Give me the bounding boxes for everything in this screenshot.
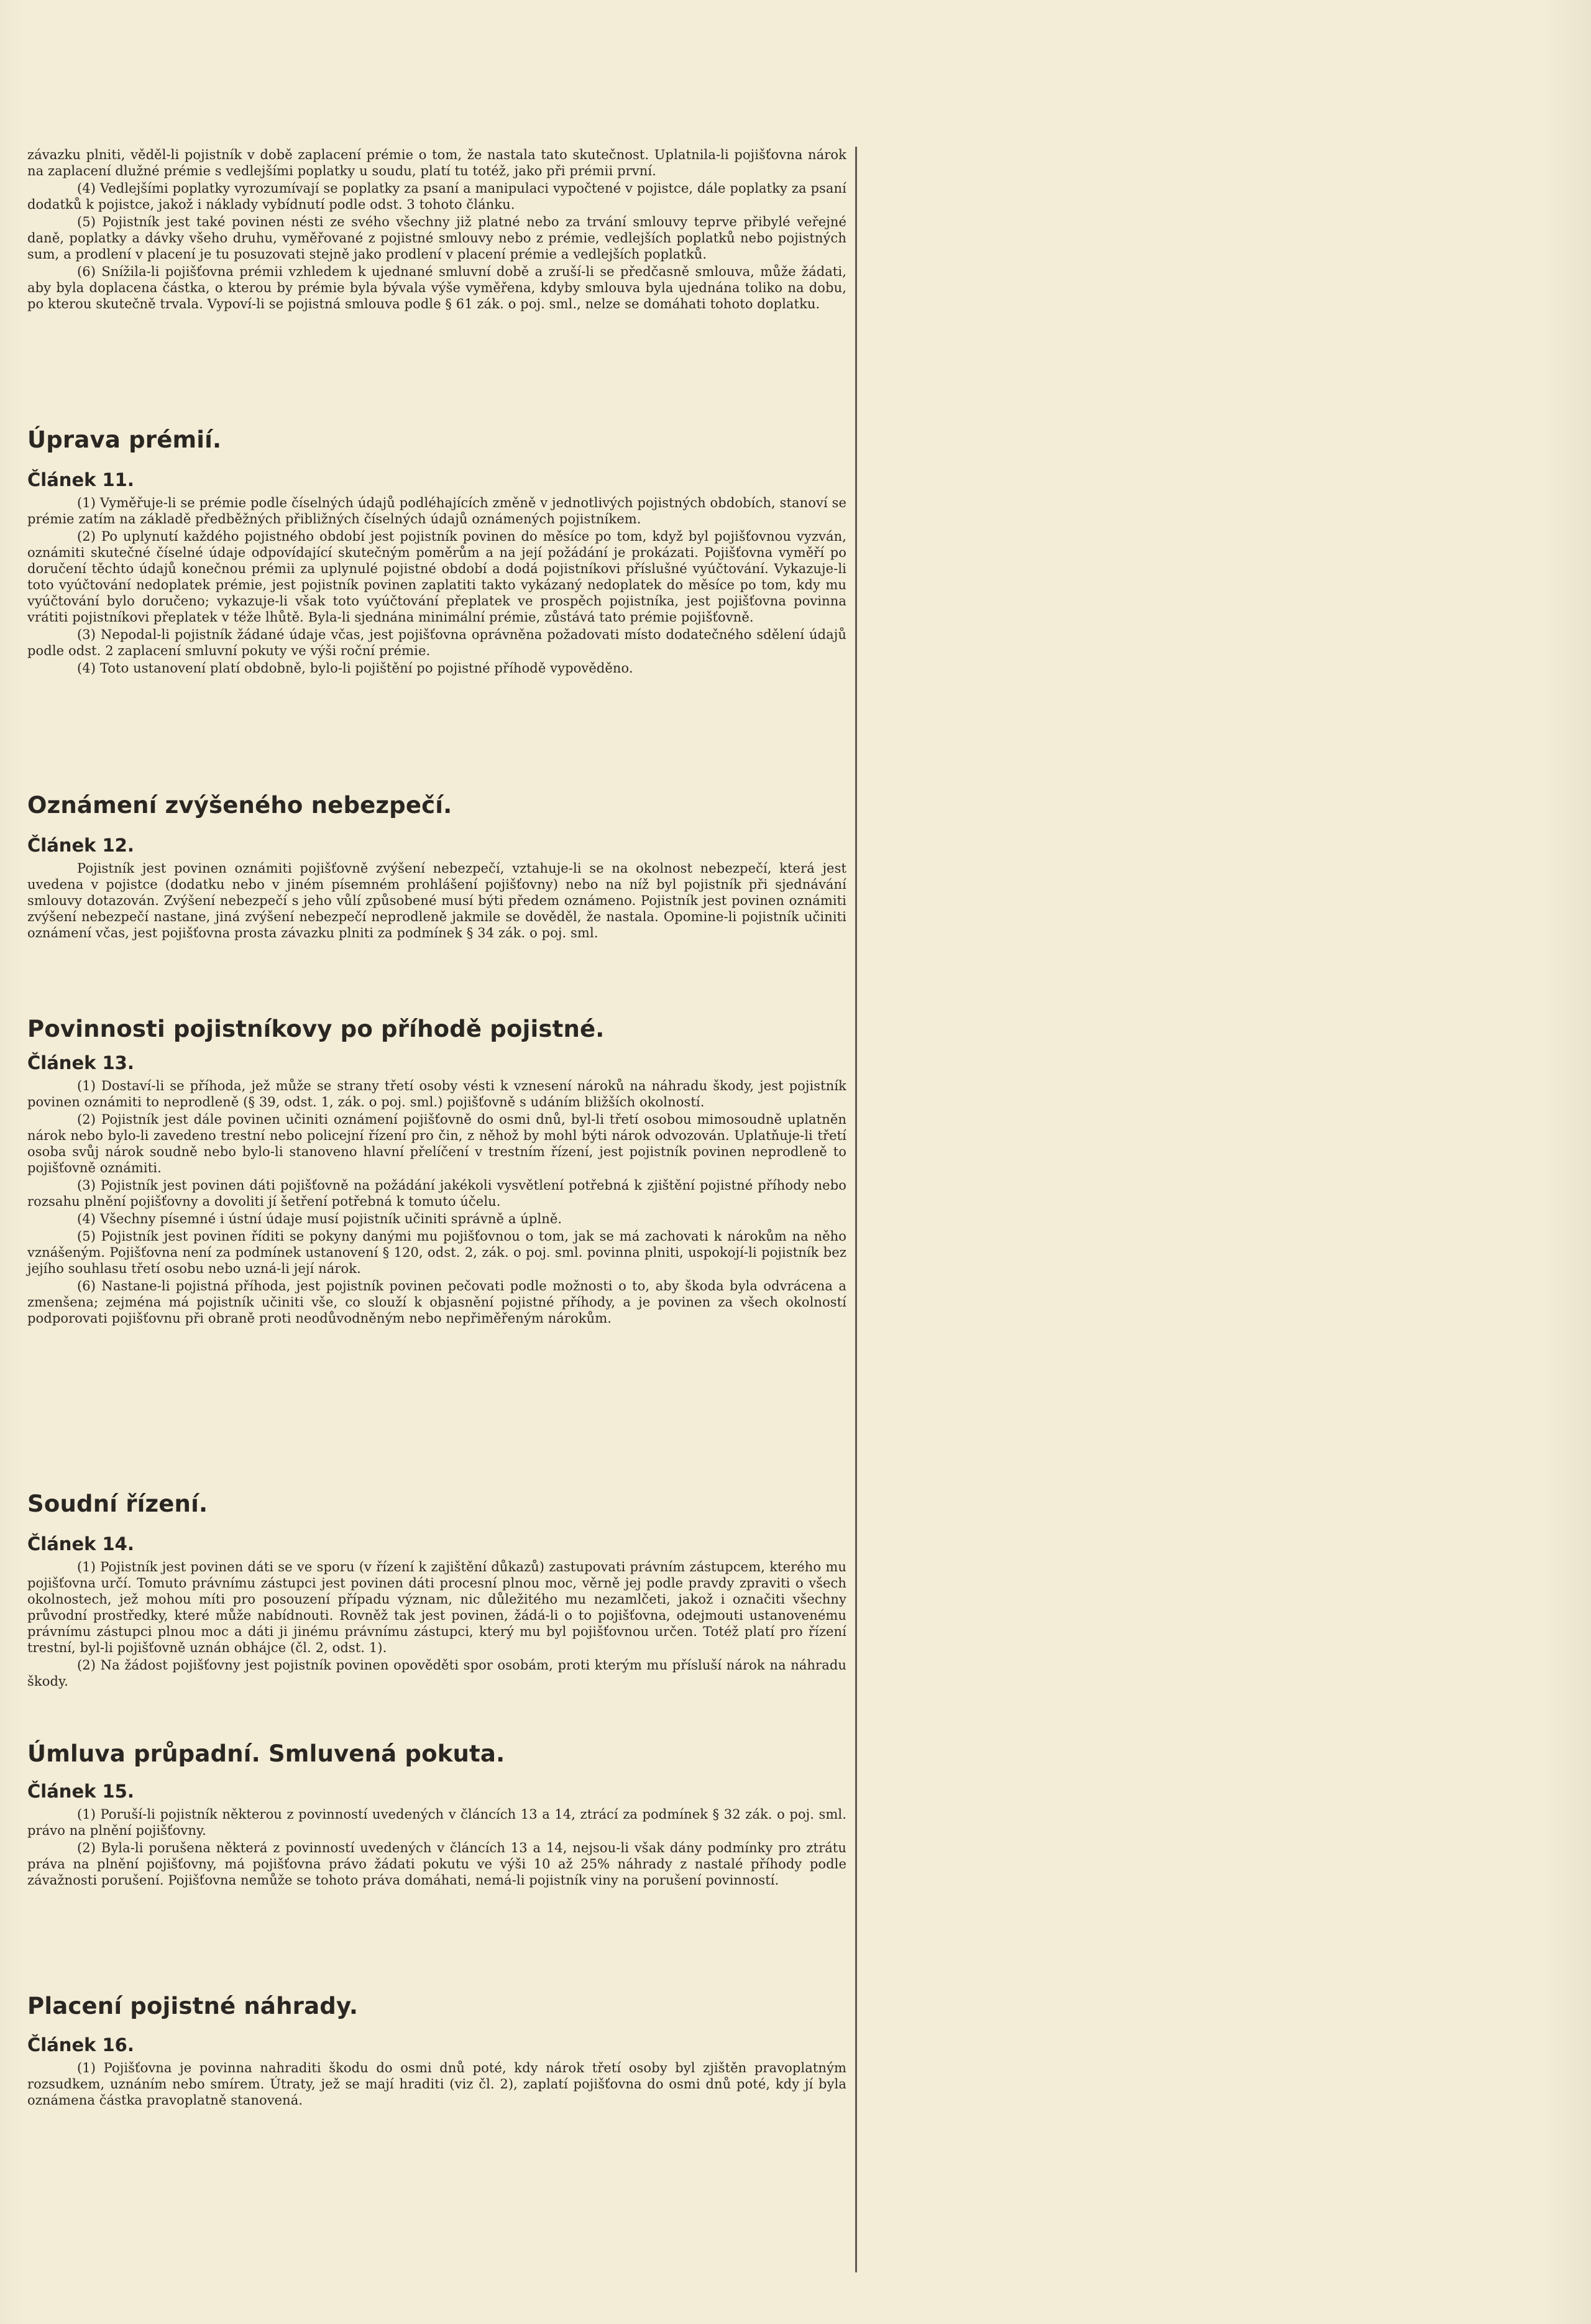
- paragraph: (3) Pojistník jest povinen dáti pojišťovně na požádání jakékoli vysvětlení potřebná k zjištění pojistné příhody nebo rozsahu plnění pojišťovny a dovoliti jí šetření potřebná k tomuto účelu.: [27, 1178, 846, 1209]
- paragraph: (2) Byla-li porušena některá z povinností uvedených v článcích 13 a 14, nejsou-li však dány podmínky pro ztrátu práva na plnění pojišťovny, má pojišťovna právo žádati pokutu ve výši 10 až 25% náhrady z nastalé příhody podle závažnosti porušení. Pojišťovna nemůže se tohoto práva domáhati, nemá-li pojistník viny na porušení povinností.: [27, 1840, 846, 1888]
- section-12: [27, 792, 846, 942]
- section-14: [27, 1490, 846, 1691]
- section-heading: Soudní řízení.: [27, 1490, 208, 1517]
- intro-paragraphs-left: [27, 147, 846, 313]
- section-15: [27, 1740, 846, 1890]
- article-number: Článek 12.: [27, 835, 134, 856]
- paragraph: (5) Pojistník jest povinen říditi se pokyny danými mu pojišťovnou o tom, jak se má zachovati k nárokům na něho vznášeným. Pojišťovna není za podmínek ustanovení § 120, odst. 2, zák. o poj. sml. povinna plniti, uspokojí-li pojistník bez jejího souhlasu třetí osobu nebo uzná-li její nárok.: [27, 1229, 846, 1276]
- paragraph: (4) Toto ustanovení platí obdobně, bylo-li pojištění po pojistné příhodě vypověděno.: [77, 661, 633, 676]
- section-11: [27, 426, 846, 677]
- article-number: Článek 16.: [27, 2034, 134, 2055]
- paragraph: Pojistník jest povinen oznámiti pojišťovně zvýšení nebezpečí, vztahuje-li se na okolnost nebezpečí, která jest uvedena v pojistce (dodatku nebo v jiném písemném prohlášení pojišťovny) nebo na níž byl pojistník při sjednávání smlouvy dotazován. Zvýšení nebezpečí s jeho vůlí způsobené musí býti předem oznámeno. Pojistník jest povinen oznámiti zvýšení nebezpečí nastane, jiná zvýšení nebezpečí neprodleně jakmile se dověděl, že nastala. Opomine-li pojistník učiniti oznámení včas, jest pojišťovna prosta závazku plniti za podmínek § 34 zák. o poj. sml.: [27, 861, 846, 940]
- paragraph: (6) Nastane-li pojistná příhoda, jest pojistník povinen pečovati podle možnosti o to, aby škoda byla odvrácena a zmenšena; zejména má pojistník učiniti vše, co slouží k objasnění pojistné příhody, a je povinen za všech okolností podporovati pojišťovnu při obraně proti neodůvodněným nebo nepřiměřeným nárokům.: [27, 1279, 846, 1326]
- paragraph: (6) Snížila-li pojišťovna prémii vzhledem k ujednané smluvní době a zruší-li se předčasně smlouva, může žádati, aby byla doplacena částka, o kterou by prémie byla bývala výše vyměřena, kdyby smlouva byla ujednána toliko na dobu, po kterou skutečně trvala. Vypoví-li se pojistná smlouva podle § 61 zák. o poj. sml., nelze se domáhati tohoto doplatku.: [27, 264, 846, 311]
- section-heading: Povinnosti pojistníkovy po příhodě pojistné.: [27, 1016, 605, 1042]
- article-number: Článek 15.: [27, 1781, 134, 1802]
- article-number: Článek 13.: [27, 1052, 134, 1073]
- section-heading: Oznámení zvýšeného nebezpečí.: [27, 792, 452, 819]
- paragraph: (1) Dostaví-li se příhoda, jež může se strany třetí osoby vésti k vznesení nároků na náhradu škody, jest pojistník povinen oznámiti to neprodleně (§ 39, odst. 1, zák. o poj. sml.) pojišťovně s udáním bližších okolností.: [27, 1078, 846, 1109]
- paragraph: (2) Po uplynutí každého pojistného období jest pojistník povinen do měsíce po tom, když byl pojišťovnou vyzván, oznámiti skutečné číselné údaje odpovídající skutečným poměrům a na její požádání je prokázati. Pojišťovna vyměří po doručení těchto údajů konečnou prémii za uplynulé pojistné období a dodá pojistníkovi příslušné vyúčtování. Vykazuje-li toto vyúčtování nedoplatek prémie, jest pojistník povinen zaplatiti takto vykázaný nedoplatek do měsíce po tom, kdy mu vyúčtování bylo doručeno; vykazuje-li však toto vyúčtování přeplatek ve prospěch pojistníka, jest pojišťovna povinna vrátiti pojistníkovi přeplatek v téže lhůtě. Byla-li sjednána minimální prémie, zůstává tato prémie pojišťovně.: [27, 529, 846, 625]
- paragraph: (1) Pojistník jest povinen dáti se ve sporu (v řízení k zajištění důkazů) zastupovati právním zástupcem, kterého mu pojišťovna určí. Tomuto právnímu zástupci jest povinen dáti procesní plnou moc, věrně jej podle pravdy zpraviti o všech okolnostech, jež mohou míti pro posouzení případu význam, nic důležitého mu nezamlčeti, jakož i označiti všechny průvodní prostředky, které může nabídnouti. Rovněž tak jest povinen, žádá-li o to pojišťovna, odejmouti ustanovenému právnímu zástupci plnou moc a dáti ji jinému právnímu zástupci, který mu byl pojišťovnou určen. Totéž platí pro řízení trestní, byl-li pojišťovně uznán obhájce (čl. 2, odst. 1).: [27, 1559, 846, 1655]
- section-heading: Placení pojistné náhrady.: [27, 1993, 359, 2019]
- paragraph: (1) Poruší-li pojistník některou z povinností uvedených v článcích 13 a 14, ztrácí za podmínek § 32 zák. o poj. sml. právo na plnění pojišťovny.: [27, 1807, 846, 1838]
- section-16: [27, 1993, 846, 2110]
- paragraph: (4) Vedlejšími poplatky vyrozumívají se poplatky za psaní a manipulaci vypočtené v pojistce, dále poplatky za psaní dodatků k pojistce, jakož i náklady vybídnutí podle odst. 3 tohoto článku.: [27, 181, 846, 212]
- paragraph: (1) Pojišťovna je povinna nahraditi škodu do osmi dnů poté, kdy nárok třetí osoby byl zjištěn pravoplatným rozsudkem, uznáním nebo smírem. Útraty, jež se mají hraditi (viz čl. 2), zaplatí pojišťovna do osmi dnů poté, kdy jí byla oznámena částka pravoplatně stanovená.: [27, 2060, 846, 2108]
- paragraph: (4) Všechny písemné i ústní údaje musí pojistník učiniti správně a úplně.: [77, 1211, 562, 1226]
- section-13: [27, 1016, 846, 1328]
- paragraph: (2) Pojistník jest dále povinen učiniti oznámení pojišťovně do osmi dnů, byl-li třetí osobou mimosoudně uplatněn nárok nebo bylo-li zavedeno trestní nebo policejní řízení pro čin, z něhož by mohl býti nárok odvozován. Uplatňuje-li třetí osoba svůj nárok soudně nebo bylo-li stanoveno hlavní přelíčení v trestním řízení, jest pojistník povinen neprodleně to pojišťovně oznámiti.: [27, 1112, 846, 1175]
- paragraph: (2) Na žádost pojišťovny jest pojistník povinen opověděti spor osobám, proti kterým mu přísluší nárok na náhradu škody.: [27, 1658, 846, 1689]
- section-heading: Úmluva průpadní. Smluvená pokuta.: [27, 1740, 505, 1767]
- paragraph: (1) Vyměřuje-li se prémie podle číselných údajů podléhajících změně v jednotlivých pojistných obdobích, stanoví se prémie zatím na základě předběžných přibližných číselných údajů oznámených pojistníkem.: [27, 495, 846, 526]
- paragraph: (5) Pojistník jest také povinen nésti ze svého všechny již platné nebo za trvání smlouvy teprve přibylé veřejné daně, poplatky a dávky všeho druhu, vyměřované z pojistné smlouvy nebo z prémie, vedlejších poplatků nebo pojistných sum, a prodlení v placení je tu posuzovati stejně jako prodlení v placení prémie a vedlejších poplatků.: [27, 214, 846, 262]
- article-number: Článek 11.: [27, 469, 134, 490]
- paragraph: závazku plniti, věděl-li pojistník v době zaplacení prémie o tom, že nastala tato skutečnost. Uplatnila-li pojišťovna nárok na zaplacení dlužné prémie s vedlejšími poplatky u soudu, platí tu totéž, jako při prémii první.: [27, 147, 846, 178]
- article-number: Článek 14.: [27, 1533, 134, 1555]
- paragraph: (3) Nepodal-li pojistník žádané údaje včas, jest pojišťovna oprávněna požadovati místo dodatečného sdělení údajů podle odst. 2 zaplacení smluvní pokuty ve výši roční prémie.: [27, 627, 846, 658]
- column-divider: [855, 147, 857, 2272]
- section-heading: Úprava prémií.: [27, 426, 222, 453]
